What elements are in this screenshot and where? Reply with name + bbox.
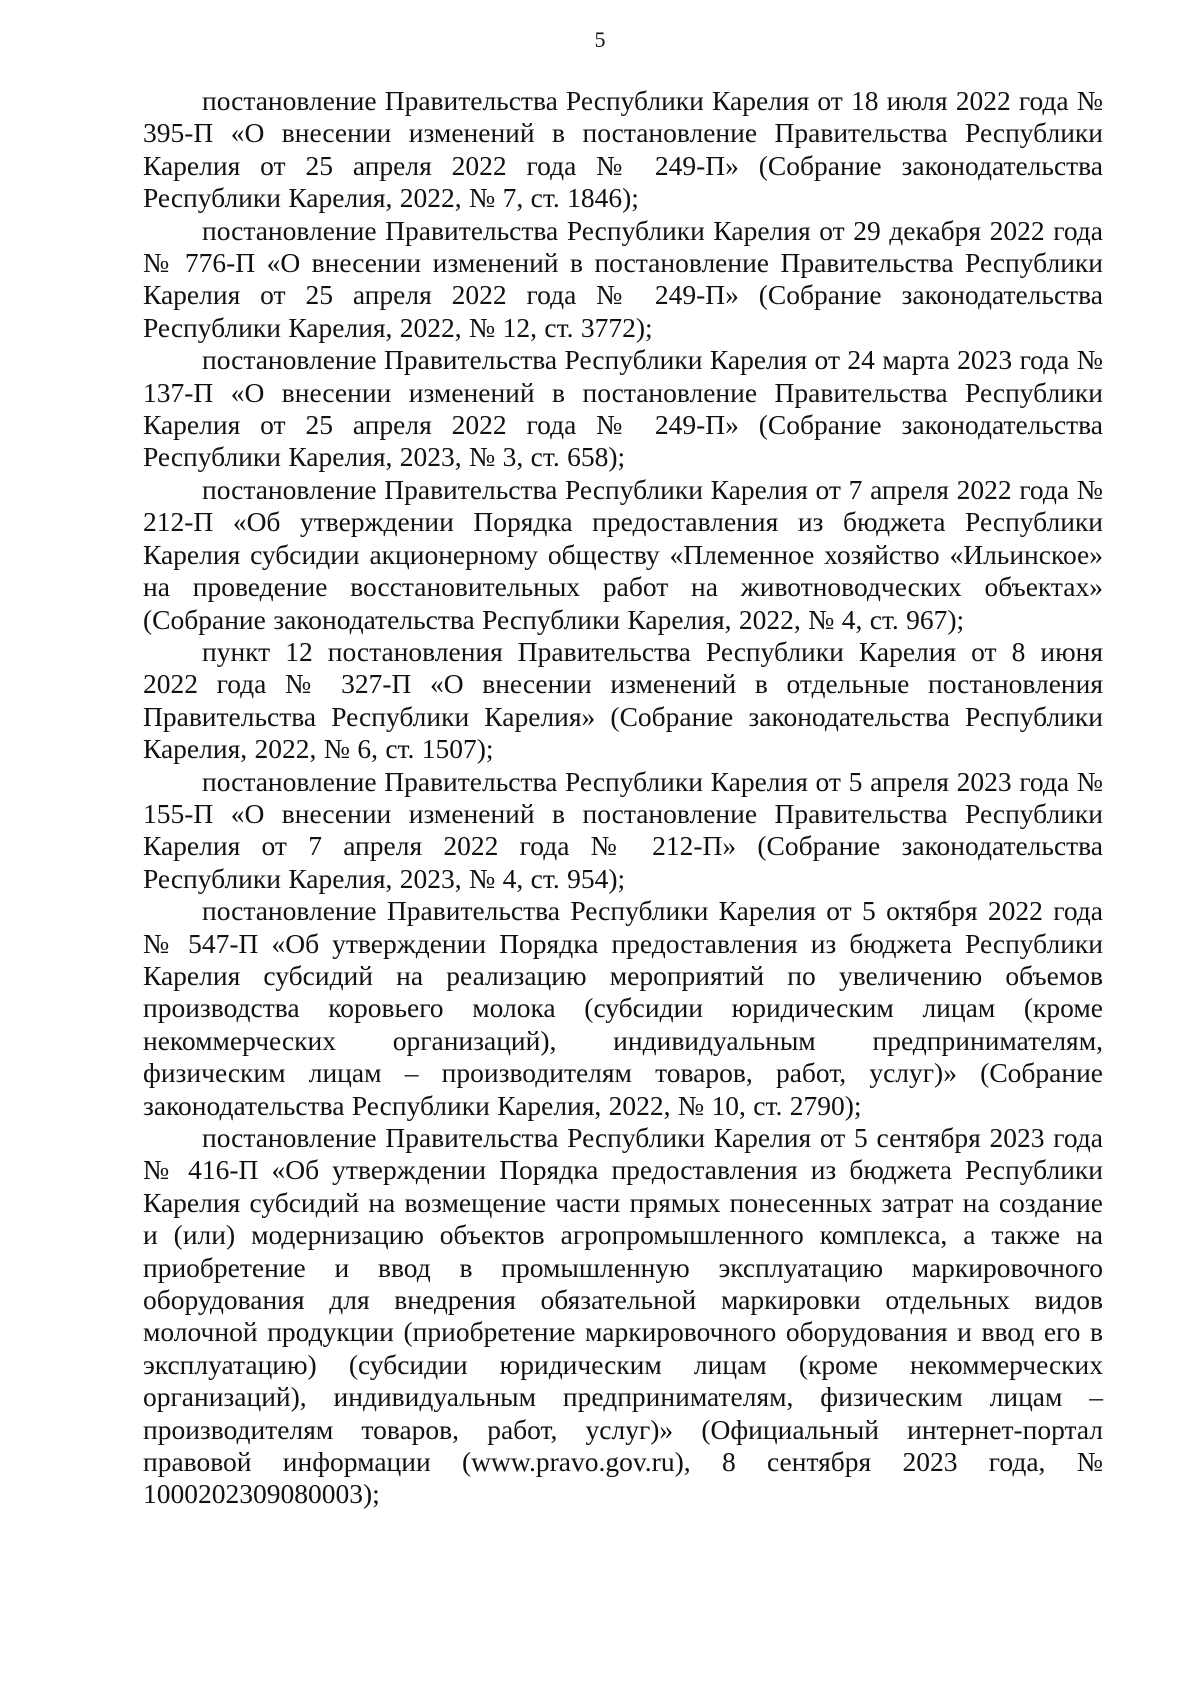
- paragraph-resolution-395: постановление Правительства Республики Карелия от 18 июля 2022 года № 395-П «О внесении изменений в постановление Правительства Республики Карелия от 25 апреля 2022 года № 249-П» (Собрание законодательства Республики Карелия, 2022, № 7, ст. 1846);: [143, 85, 1103, 214]
- page-number: 5: [594, 27, 606, 52]
- paragraph-item-12-resolution-327: пункт 12 постановления Правительства Республики Карелия от 8 июня 2022 года № 327-П «О внесении изменений в отдельные постановления Правительства Республики Карелия» (Собрание законодательства Республики Карелия, 2022, № 6, ст. 1507);: [143, 635, 1103, 765]
- paragraph-resolution-212: постановление Правительства Республики Карелия от 7 апреля 2022 года № 212-П «Об утверждении Порядка предоставления из бюджета Республики Карелия субсидии акционерному обществу «Племенное хозяйство «Ильинское» на проведение восстановительных работ на животноводческих объектах» (Собрание законодательства Республики Карелия, 2022, № 4, ст. 967);: [143, 473, 1103, 635]
- paragraph-resolution-547: постановление Правительства Республики Карелия от 5 октября 2022 года № 547-П «Об утверждении Порядка предоставления из бюджета Республики Карелия субсидий на реализацию мероприятий по увеличению объемов производства коровьего молока (субсидии юридическим лицам (кроме некоммерческих организаций), индивидуальным предпринимателям, физическим лицам – производителям товаров, работ, услуг)» (Собрание законодательства Республики Карелия, 2022, № 10, ст. 2790);: [143, 895, 1103, 1121]
- paragraph-resolution-155: постановление Правительства Республики Карелия от 5 апреля 2023 года № 155-П «О внесении изменений в постановление Правительства Республики Карелия от 7 апреля 2022 года № 212-П» (Собрание законодательства Республики Карелия, 2023, № 4, ст. 954);: [143, 765, 1103, 894]
- document-body: [143, 85, 1103, 1511]
- paragraph-resolution-416: постановление Правительства Республики Карелия от 5 сентября 2023 года № 416-П «Об утверждении Порядка предоставления из бюджета Республики Карелия субсидий на возмещение части прямых понесенных затрат на создание и (или) модернизацию объектов агропромышленного комплекса, а также на приобретение и ввод в промышленную эксплуатацию маркировочного оборудования для внедрения обязательной маркировки отдельных видов молочной продукции (приобретение маркировочного оборудования и ввод его в эксплуатацию) (субсидии юридическим лицам (кроме некоммерческих организаций), индивидуальным предпринимателям, физическим лицам – производителям товаров, работ, услуг)» (Официальный интернет-портал правовой информации (www.pravo.gov.ru), 8 сентября 2023 года, № 1000202309080003);: [143, 1122, 1103, 1510]
- paragraph-resolution-776: постановление Правительства Республики Карелия от 29 декабря 2022 года № 776-П «О внесении изменений в постановление Правительства Республики Карелия от 25 апреля 2022 года № 249-П» (Собрание законодательства Республики Карелия, 2022, № 12, ст. 3772);: [143, 214, 1103, 343]
- paragraph-resolution-137: постановление Правительства Республики Карелия от 24 марта 2023 года № 137-П «О внесении изменений в постановление Правительства Республики Карелия от 25 апреля 2022 года № 249-П» (Собрание законодательства Республики Карелия, 2023, № 3, ст. 658);: [143, 344, 1103, 473]
